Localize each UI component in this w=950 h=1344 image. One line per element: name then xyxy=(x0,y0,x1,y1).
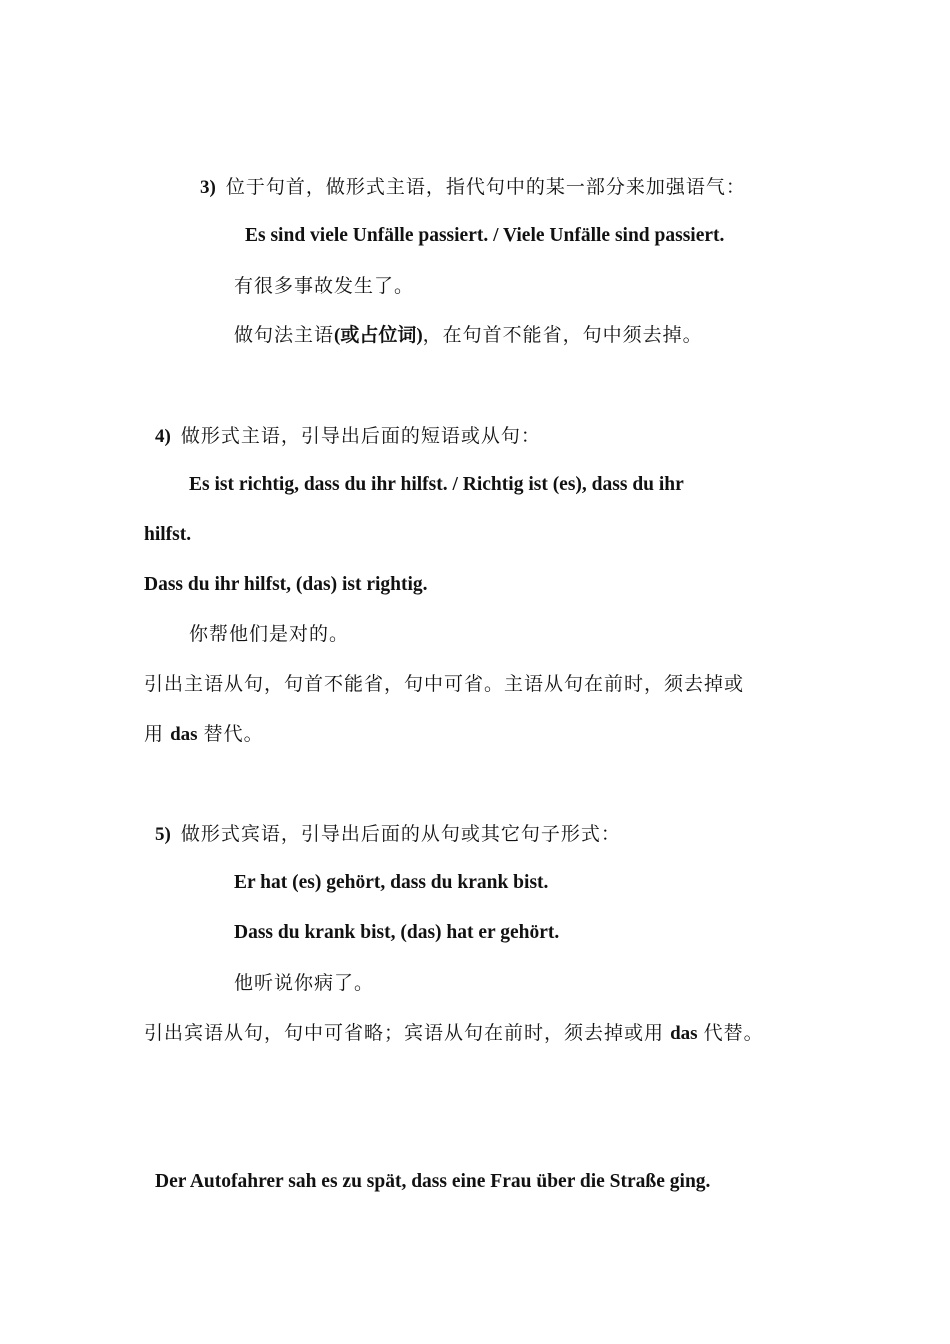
section3-translation: 有很多事故发生了。 xyxy=(234,275,415,297)
section4-example-de2: Dass du ihr hilfst, (das) ist rightig. xyxy=(144,574,428,595)
section4-note-line1: 引出主语从句，句首不能省，句中可省。主语从句在前时，须去掉或 xyxy=(144,673,745,695)
section3-number: 3) xyxy=(200,177,216,198)
section4-note-line2-b: 替代。 xyxy=(203,723,264,745)
section4-example-de-line2: hilfst. xyxy=(144,524,192,545)
section5-note xyxy=(144,1020,764,1047)
section4-note-line2-a: 用 xyxy=(144,723,165,745)
final-example-de: Der Autofahrer sah es zu spät, dass eine Frau über die Straße ging. xyxy=(155,1171,711,1192)
section4-heading: 做形式主语，引导出后面的短语或从句： xyxy=(180,425,541,447)
section5-heading-line xyxy=(155,821,621,848)
section3-note-b: (或占位词) xyxy=(334,325,423,346)
section4-note-das: das xyxy=(170,724,198,745)
section3-note-c: ，在句首不能省，句中须去掉。 xyxy=(422,324,703,346)
section5-number: 5) xyxy=(155,824,171,845)
section3-example-de: Es sind viele Unfälle passiert. / Viele Unfälle sind passiert. xyxy=(245,225,725,246)
section5-heading: 做形式宾语，引导出后面的从句或其它句子形式： xyxy=(180,823,621,845)
section5-note-das: das xyxy=(670,1023,698,1044)
section5-note-a: 引出宾语从句，句中可省略；宾语从句在前时，须去掉或用 xyxy=(144,1022,665,1044)
section4-translation: 你帮他们是对的。 xyxy=(189,623,350,645)
section5-translation: 他听说你病了。 xyxy=(234,972,375,994)
section3-heading: 位于句首，做形式主语，指代句中的某一部分来加强语气： xyxy=(225,176,746,198)
section4-heading-line xyxy=(155,423,541,450)
section3-note-a: 做句法主语 xyxy=(234,324,335,346)
section3-heading-line xyxy=(200,174,746,201)
section5-note-b: 代替。 xyxy=(703,1022,764,1044)
section4-number: 4) xyxy=(155,426,171,447)
section5-example-de1: Er hat (es) gehört, dass du krank bist. xyxy=(234,872,549,893)
section5-example-de2: Dass du krank bist, (das) hat er gehört. xyxy=(234,922,560,943)
section4-example-de-line1: Es ist richtig, dass du ihr hilfst. / Richtig ist (es), dass du ihr xyxy=(189,474,684,495)
section3-note xyxy=(234,322,703,349)
section4-note-line2 xyxy=(144,721,264,748)
